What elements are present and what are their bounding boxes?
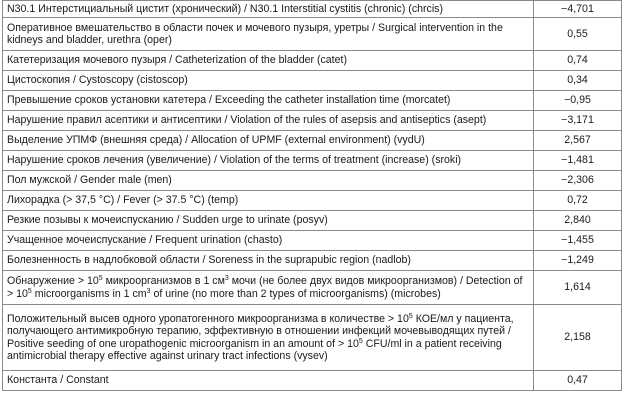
label-text: CFU/ml in a patient receiving antimicrobial therapy effective against urinary tract infections (vysev) [7, 337, 502, 362]
table-row [3, 18, 622, 51]
row-label: Резкие позывы к мочеиспусканию / Sudden urge to urinate (posyv) [3, 211, 534, 231]
row-label: Нарушение сроков лечения (увеличение) / Violation of the terms of treatment (increase) (sroki) [3, 151, 534, 171]
row-value: 0,55 [534, 18, 622, 51]
table-row [3, 51, 622, 71]
coefficients-table [2, 0, 622, 391]
row-label: Константа / Constant [3, 371, 534, 391]
row-label: Лихорадка (> 37,5 °С) / Fever (> 37.5 °С) (temp) [3, 191, 534, 211]
row-value: 1,614 [534, 271, 622, 305]
table-row [3, 71, 622, 91]
superscript: 5 [27, 287, 32, 295]
table-row [3, 191, 622, 211]
row-value: −0,95 [534, 91, 622, 111]
row-label: Нарушение правил асептики и антисептики / Violation of the rules of asepsis and antiseptics (asept) [3, 111, 534, 131]
row-label: Пол мужской / Gender male (men) [3, 171, 534, 191]
row-value: −3,171 [534, 111, 622, 131]
row-value: 0,74 [534, 51, 622, 71]
row-label: Выделение УПМФ (внешняя среда) / Allocation of UPMF (external environment) (vydU) [3, 131, 534, 151]
row-value: 0,34 [534, 71, 622, 91]
label-text: микроорганизмов в 1 см [102, 275, 225, 288]
table-row [3, 1, 622, 18]
row-value: −1,455 [534, 231, 622, 251]
row-label: Превышение сроков установки катетера / Exceeding the catheter installation time (morcatet) [3, 91, 534, 111]
row-label: Учащенное мочеиспускание / Frequent urination (chasto) [3, 231, 534, 251]
table-row [3, 231, 622, 251]
label-text: мочи (не более двух видов микроорганизмов) / Detection of > 10 [7, 275, 523, 300]
row-value: 2,567 [534, 131, 622, 151]
row-value: 2,840 [534, 211, 622, 231]
superscript: 5 [98, 275, 103, 283]
label-text: of urine (no more than 2 types of microorganisms) (microbes) [150, 287, 441, 300]
row-value: 2,158 [534, 305, 622, 371]
row-label: Оперативное вмешательство в области почек и мочевого пузыря, уретры / Surgical intervention in the kidneys and bladder, urethra (oper) [3, 18, 534, 51]
coefficients-table-container [2, 0, 622, 391]
row-value: −1,249 [534, 251, 622, 271]
superscript: 5 [408, 312, 413, 320]
row-label: Цистоскопия / Cystoscopy (cistoscop) [3, 71, 534, 91]
label-text: Положительный высев одного уропатогенного микроорганизма в количестве > 10 [7, 312, 409, 325]
label-text: КОЕ/мл у пациента, получающего антимикробную терапию, эффективную в отношении инфекций мочевыводящих путей / Positive seeding of one uropathogenic microorganism in an amount of > 10 [7, 312, 514, 350]
table-row [3, 211, 622, 231]
table-row [3, 131, 622, 151]
label-text: Обнаружение > 10 [7, 275, 99, 288]
label-text: microorganisms in 1 cm [31, 287, 147, 300]
superscript: 3 [146, 287, 151, 295]
row-value: −4,701 [534, 1, 622, 18]
row-value: 0,47 [534, 371, 622, 391]
table-row [3, 305, 622, 371]
row-label [3, 305, 534, 371]
row-value: −1,481 [534, 151, 622, 171]
table-row [3, 111, 622, 131]
table-row [3, 251, 622, 271]
table-row [3, 171, 622, 191]
table-row [3, 371, 622, 391]
row-label: Катетеризация мочевого пузыря / Catheterization of the bladder (catet) [3, 51, 534, 71]
row-value: 0,72 [534, 191, 622, 211]
table-row [3, 271, 622, 305]
superscript: 3 [224, 275, 229, 283]
table-row [3, 151, 622, 171]
table-row [3, 91, 622, 111]
row-label [3, 271, 534, 305]
superscript: 5 [358, 337, 363, 345]
row-label: Болезненность в надлобковой области / Soreness in the suprapubic region (nadlob) [3, 251, 534, 271]
row-value: −2,306 [534, 171, 622, 191]
row-label: N30.1 Интерстициальный цистит (хронический) / N30.1 Interstitial cystitis (chronic) (chrcis) [3, 1, 534, 18]
